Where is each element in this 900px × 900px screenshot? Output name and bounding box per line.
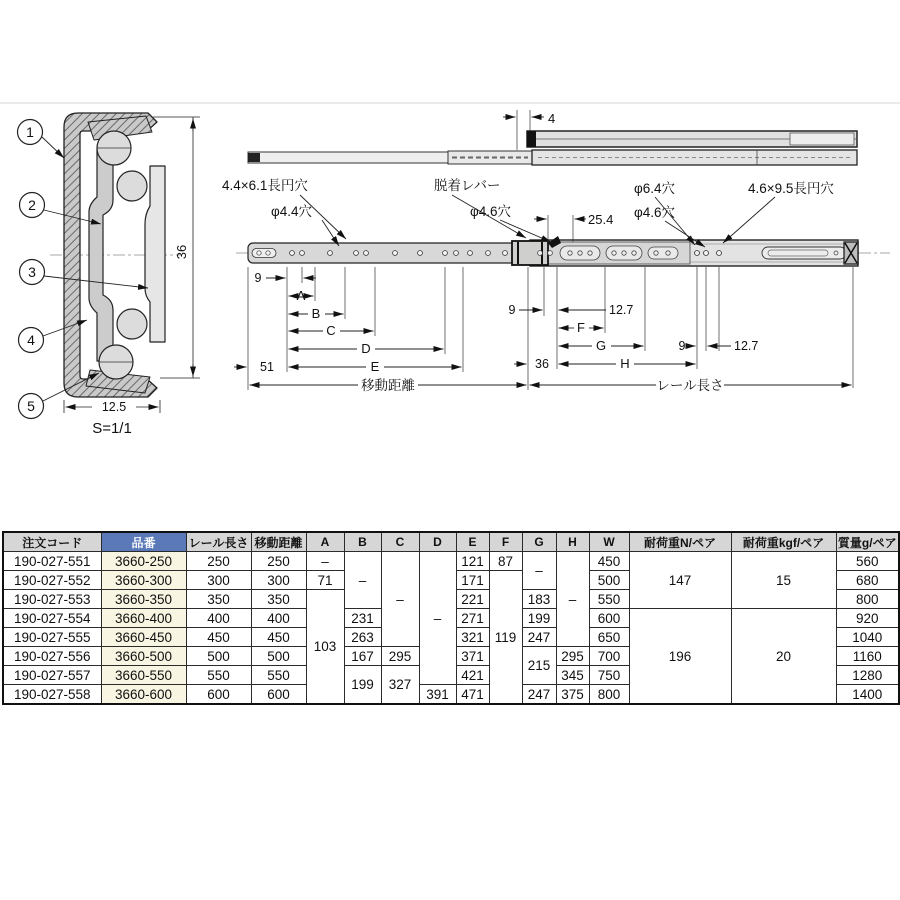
- cell-load-kgf: 20: [731, 609, 836, 705]
- dim-12-7-right: 12.7: [734, 339, 759, 353]
- dim-A: A: [296, 288, 306, 303]
- col-header-order-code: 注文コード: [3, 532, 101, 552]
- cell-b: 167: [344, 647, 381, 666]
- cell-w: 550: [589, 590, 629, 609]
- cell-part-number: 3660-300: [101, 571, 186, 590]
- col-header-e: E: [456, 532, 489, 552]
- cell-travel: 400: [251, 609, 306, 628]
- drawer-member-profile: [145, 166, 165, 342]
- label-hole-4-4: φ4.4穴: [271, 204, 313, 219]
- cell-part-number: 3660-450: [101, 628, 186, 647]
- cell-part-number: 3660-500: [101, 647, 186, 666]
- cell-g: 183: [522, 590, 556, 609]
- col-header-load-kgf: 耐荷重kgf/ペア: [731, 532, 836, 552]
- dim-F: F: [577, 320, 585, 335]
- extension-lines: [248, 267, 853, 390]
- cell-a: –: [306, 552, 344, 571]
- dim-51: 51: [260, 360, 274, 374]
- cell-rail-length: 350: [186, 590, 251, 609]
- cell-rail-length: 300: [186, 571, 251, 590]
- cell-order-code: 190-027-558: [3, 685, 101, 705]
- dim-C: C: [326, 323, 336, 338]
- cell-mass: 920: [836, 609, 899, 628]
- cell-travel: 600: [251, 685, 306, 705]
- col-header-a: A: [306, 532, 344, 552]
- cell-b: 231: [344, 609, 381, 628]
- cross-section-view: [50, 113, 182, 397]
- cell-a: 103: [306, 590, 344, 705]
- header-row: [3, 532, 899, 552]
- cell-part-number: 3660-400: [101, 609, 186, 628]
- cell-mass: 1160: [836, 647, 899, 666]
- cell-g: 215: [522, 647, 556, 685]
- dim-12-5: 12.5: [101, 400, 127, 414]
- cell-order-code: 190-027-553: [3, 590, 101, 609]
- cell-w: 700: [589, 647, 629, 666]
- ball-bearing: [117, 171, 147, 201]
- cell-rail-length: 600: [186, 685, 251, 705]
- cell-rail-length: 250: [186, 552, 251, 571]
- col-header-travel: 移動距離: [251, 532, 306, 552]
- col-header-d: D: [419, 532, 456, 552]
- cell-b: 199: [344, 666, 381, 705]
- cell-travel: 300: [251, 571, 306, 590]
- cell-order-code: 190-027-555: [3, 628, 101, 647]
- col-header-g: G: [522, 532, 556, 552]
- dim-H: H: [620, 356, 630, 371]
- cell-e: 371: [456, 647, 489, 666]
- col-header-load-n: 耐荷重N/ペア: [629, 532, 731, 552]
- col-header-b: B: [344, 532, 381, 552]
- cell-w: 500: [589, 571, 629, 590]
- side-view-rail: [236, 236, 890, 266]
- cell-order-code: 190-027-552: [3, 571, 101, 590]
- cell-e: 471: [456, 685, 489, 705]
- lower-rail-bar-left: [248, 152, 448, 163]
- cell-travel: 550: [251, 666, 306, 685]
- dim-travel: 移動距離: [361, 378, 415, 393]
- dim-rail-length: レール長さ: [656, 378, 724, 393]
- label-hole-4-6-right: φ4.6穴: [634, 205, 676, 220]
- cell-order-code: 190-027-554: [3, 609, 101, 628]
- cell-mass: 800: [836, 590, 899, 609]
- dim-9-mid: 9: [508, 303, 516, 317]
- cell-h: 345: [556, 666, 589, 685]
- cell-e: 321: [456, 628, 489, 647]
- cell-rail-length: 500: [186, 647, 251, 666]
- cell-d: –: [419, 552, 456, 685]
- col-header-rail-length: レール長さ: [186, 532, 251, 552]
- cell-h: 295: [556, 647, 589, 666]
- cell-c: 327: [381, 666, 419, 705]
- callout-1: 1: [26, 124, 34, 140]
- cell-g: 247: [522, 685, 556, 705]
- cell-rail-length: 550: [186, 666, 251, 685]
- cell-part-number: 3660-350: [101, 590, 186, 609]
- outer-rail-holes: [695, 251, 722, 256]
- cell-w: 600: [589, 609, 629, 628]
- cell-c: 295: [381, 647, 419, 666]
- col-header-c: C: [381, 532, 419, 552]
- cell-e: 271: [456, 609, 489, 628]
- cell-travel: 350: [251, 590, 306, 609]
- dim-12-7-mid: 12.7: [609, 303, 634, 317]
- cell-load-n: 147: [629, 552, 731, 609]
- dim-9-right: 9: [678, 339, 686, 353]
- cell-travel: 500: [251, 647, 306, 666]
- cell-load-kgf: 15: [731, 552, 836, 609]
- dim-36-vertical: 36: [174, 244, 189, 260]
- col-header-w: W: [589, 532, 629, 552]
- cell-e: 421: [456, 666, 489, 685]
- cell-w: 650: [589, 628, 629, 647]
- col-header-f: F: [489, 532, 522, 552]
- col-header-h: H: [556, 532, 589, 552]
- cell-mass: 1400: [836, 685, 899, 705]
- dimension-chains: [234, 267, 853, 393]
- cell-rail-length: 450: [186, 628, 251, 647]
- cell-w: 450: [589, 552, 629, 571]
- cell-part-number: 3660-250: [101, 552, 186, 571]
- cell-c: –: [381, 552, 419, 647]
- dim-G: G: [595, 338, 607, 353]
- callout-3: 3: [28, 264, 36, 280]
- cell-g: 199: [522, 609, 556, 628]
- callout-4: 4: [27, 332, 35, 348]
- cell-f: 87: [489, 552, 522, 571]
- label-lever: 脱着レバー: [434, 178, 501, 193]
- cell-h: –: [556, 552, 589, 647]
- cell-mass: 1280: [836, 666, 899, 685]
- dim-4: 4: [548, 111, 556, 126]
- cell-e: 121: [456, 552, 489, 571]
- callout-5: 5: [27, 398, 35, 414]
- cell-mass: 560: [836, 552, 899, 571]
- cell-mass: 680: [836, 571, 899, 590]
- callout-2: 2: [28, 197, 36, 213]
- cell-travel: 450: [251, 628, 306, 647]
- cell-load-n: 196: [629, 609, 731, 705]
- dim-9-left: 9: [254, 271, 262, 285]
- col-header-mass: 質量g/ペア: [836, 532, 899, 552]
- hole-labels: [222, 178, 834, 247]
- col-header-part-number: 品番: [101, 532, 186, 552]
- table-row: [3, 552, 899, 571]
- cell-b: 263: [344, 628, 381, 647]
- cell-mass: 1040: [836, 628, 899, 647]
- cell-d: 391: [419, 685, 456, 705]
- dim-25-4: 25.4: [588, 212, 614, 227]
- cell-e: 221: [456, 590, 489, 609]
- spec-table: [2, 531, 900, 705]
- cell-w: 800: [589, 685, 629, 705]
- cell-b: –: [344, 552, 381, 609]
- cell-order-code: 190-027-556: [3, 647, 101, 666]
- top-view: [248, 110, 857, 165]
- cell-order-code: 190-027-557: [3, 666, 101, 685]
- cell-h: 375: [556, 685, 589, 705]
- cell-travel: 250: [251, 552, 306, 571]
- label-hole-6-4: φ6.4穴: [634, 181, 676, 196]
- cell-g: –: [522, 552, 556, 590]
- dim-D: D: [361, 341, 371, 356]
- cell-rail-length: 400: [186, 609, 251, 628]
- label-hole-4-6-left: φ4.6穴: [470, 204, 512, 219]
- cell-f: 119: [489, 571, 522, 705]
- cell-a: 71: [306, 571, 344, 590]
- cell-g: 247: [522, 628, 556, 647]
- scale-label: S=1/1: [92, 420, 132, 437]
- cell-w: 750: [589, 666, 629, 685]
- cell-e: 171: [456, 571, 489, 590]
- label-slot-left: 4.4×6.1長円穴: [222, 178, 308, 193]
- dim-B: B: [311, 306, 321, 321]
- cell-part-number: 3660-600: [101, 685, 186, 705]
- label-slot-right: 4.6×9.5長円穴: [748, 181, 834, 196]
- ball-bearing: [117, 309, 147, 339]
- dim-36-rail: 36: [535, 357, 549, 371]
- cell-order-code: 190-027-551: [3, 552, 101, 571]
- dim-E: E: [370, 359, 380, 374]
- cell-part-number: 3660-550: [101, 666, 186, 685]
